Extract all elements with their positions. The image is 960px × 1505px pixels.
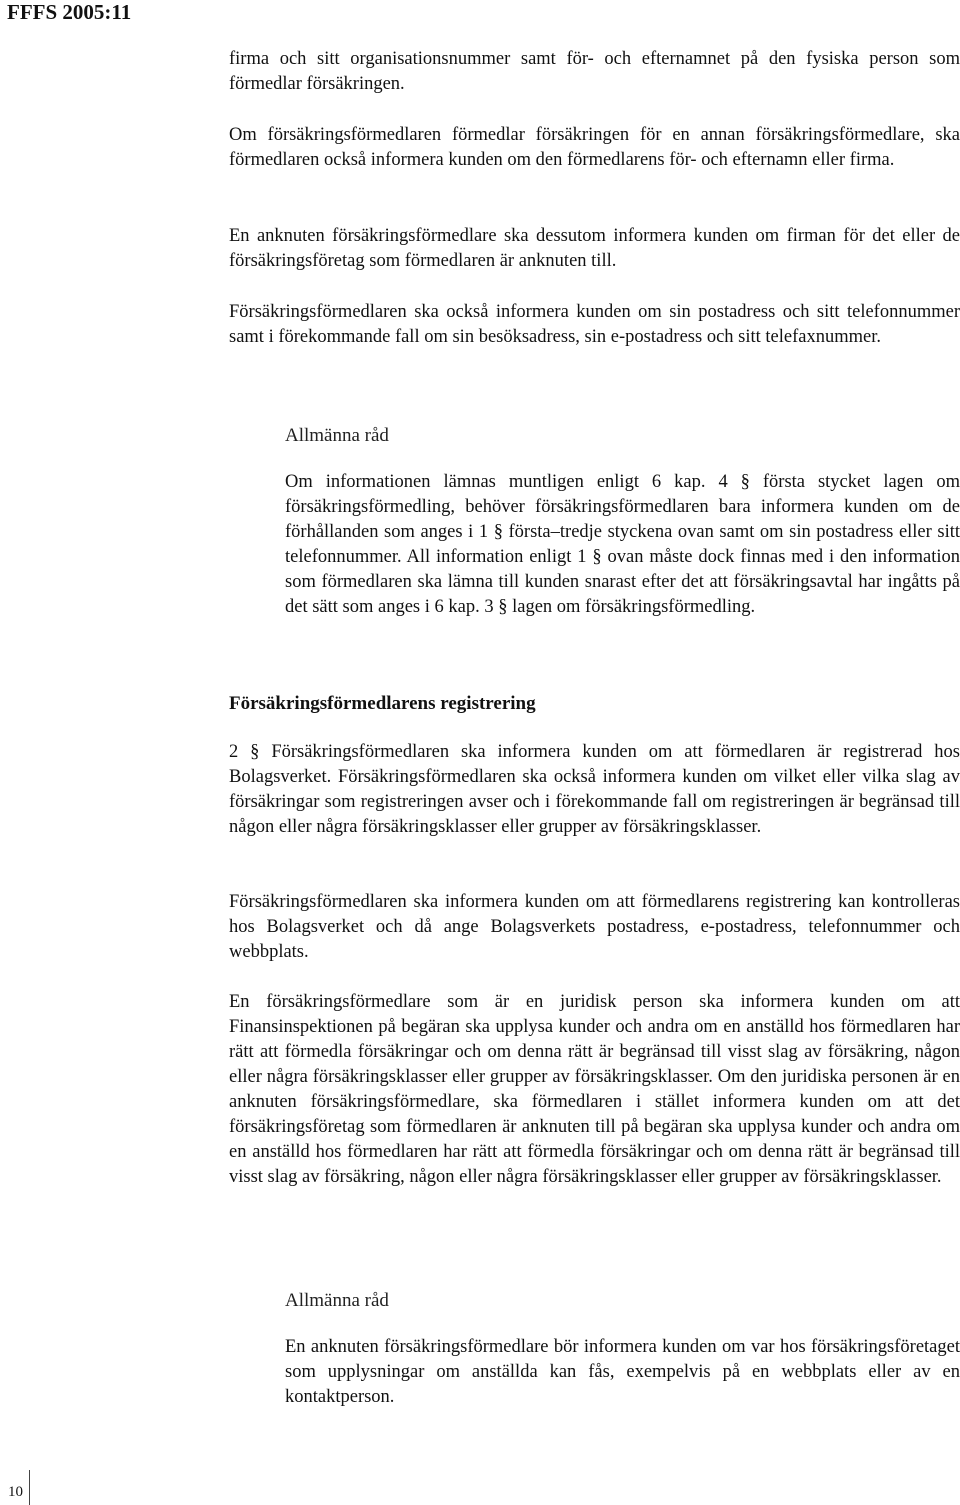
allmanna-rad-text: Om informationen lämnas muntligen enligt 6 kap. 4 § första stycket lagen om försäkringsförmedling, behöver försäkringsförmedlaren bara informera kunden om de förhållanden som anges i 1 § första–tredje styckena ovan samt om sin postadress eller sitt telefonnummer. All information enligt 1 § ovan måste dock finnas med i den information som förmedlaren ska lämna till kunden snarast efter det att försäkringsavtal har ingåtts på det sätt som anges i 6 kap. 3 § lagen om försäkringsförmedling. — [285, 472, 960, 617]
paragraph-1: firma och sitt organisationsnummer samt för- och efternamnet på den fysiska person som förmedlar försäkringen. — [229, 49, 960, 94]
section-paragraph-1: 2 § Försäkringsförmedlaren ska informera kunden om att förmedlaren är registrerad hos Bolagsverket. Försäkringsförmedlaren ska också informera kunden om vilket eller vilka slag av försäkringar som registreringen avser och i förekommande fall om registreringen är begränsad till någon eller några försäkringsklasser eller grupper av försäkringsklasser. — [229, 742, 960, 837]
paragraph-4: Försäkringsförmedlaren ska också informera kunden om sin postadress och sitt telefonnummer samt i förekommande fall om sin besöksadress, sin e-postadress och sitt telefaxnummer. — [229, 302, 960, 347]
section-paragraph-2: Försäkringsförmedlaren ska informera kunden om att förmedlarens registrering kan kontrolleras hos Bolagsverket och då ange Bolagsverkets postadress, e-postadress, telefonnummer och webbplats. — [229, 892, 960, 962]
allmanna-rad-text-2: En anknuten försäkringsförmedlare bör informera kunden om var hos försäkringsföretaget som upplysningar om anställda kan fås, exempelvis på en webbplats eller av en kontaktperson. — [285, 1337, 960, 1407]
allmanna-rad-label: Allmänna råd — [285, 425, 389, 446]
page-number: 10 — [8, 1484, 23, 1500]
section-heading: Försäkringsförmedlarens registrering — [229, 693, 536, 714]
paragraph-3: En anknuten försäkringsförmedlare ska dessutom informera kunden om firman för det eller de försäkringsföretag som förmedlaren är anknuten till. — [229, 226, 960, 271]
section-paragraph-3: En försäkringsförmedlare som är en juridisk person ska informera kunden om att Finansinspektionen på begäran ska upplysa kunder och andra om en anställd hos förmedlaren har rätt att förmedla försäkringar och om denna rätt är begränsad till visst slag av försäkring, någon eller några försäkringsklasser eller grupper av försäkringsklasser. Om den juridiska personen är en anknuten försäkringsförmedlare, ska förmedlaren i stället informera kunden om att det försäkringsföretag som förmedlaren är anknuten till på begäran ska upplysa kunder och andra om en anställd hos förmedlaren har rätt att förmedla försäkringar och om denna rätt är begränsad till visst slag av försäkring, någon eller några försäkringsklasser eller grupper av försäkringsklasser. — [229, 992, 960, 1187]
paragraph-2: Om försäkringsförmedlaren förmedlar försäkringen för en annan försäkringsförmedlare, ska förmedlaren också informera kunden om den förmedlarens för- och efternamn eller firma. — [229, 125, 960, 170]
allmanna-rad-label-2: Allmänna råd — [285, 1290, 389, 1311]
document-header: FFFS 2005:11 — [7, 0, 132, 24]
margin-rule — [29, 1470, 30, 1505]
